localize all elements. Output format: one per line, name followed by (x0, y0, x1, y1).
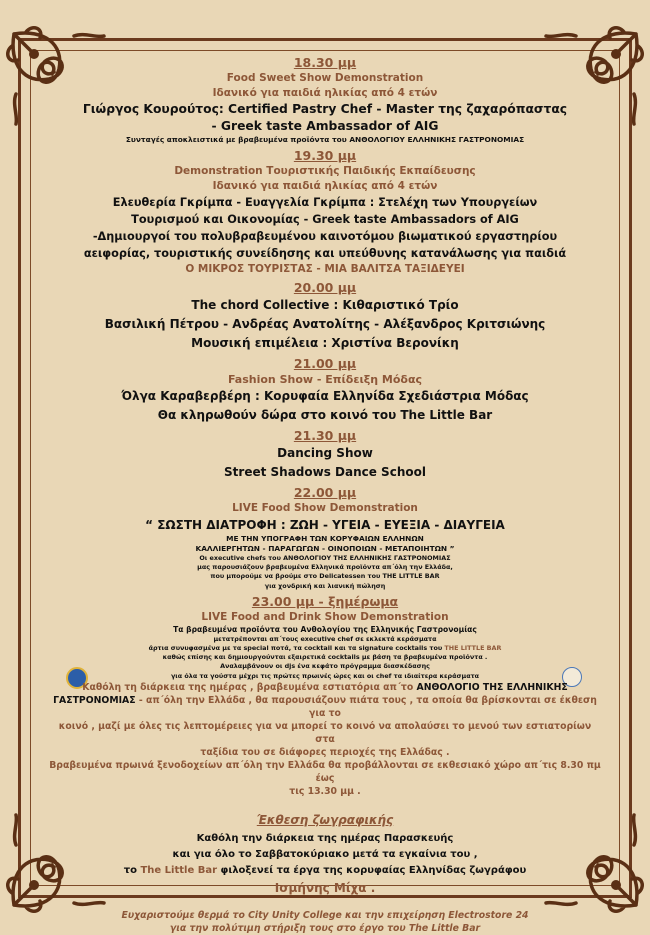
presenter: Γιώργος Κουρούτος: Certified Pastry Chef - Master της ζαχαρόπαστας (82, 102, 568, 116)
thanks-text: για την πολύτιμη στήριξη τους στο έργο του The Little Bar (169, 922, 481, 934)
performer: The chord Collective : Κιθαριστικό Τρίο (191, 298, 459, 312)
event-note: Συνταγές αποκλειστικά με βραβευμένα προϊόντα του ΑΝΘΟΛΟΓΙΟΥ ΕΛΛΗΝΙΚΗΣ ΓΑΣΤΡΟΝΟΜΙΑΣ (125, 135, 525, 144)
text-part: το (123, 864, 141, 876)
event-signature: ΜΕ ΤΗΝ ΥΠΟΓΡΑΦΗ ΤΩΝ ΚΟΡΥΦΑΙΩΝ ΕΛΛΗΝΩΝ (226, 534, 424, 543)
event-headline: “ ΣΩΣΤΗ ΔΙΑΤΡΟΦΗ : ΖΩΗ - ΥΓΕΙΑ - ΕΥΕΞΙΑ - ΔΙΑΥΓΕΙΑ (145, 518, 505, 532)
all-day-text: κοινό , μαζί με όλες τις λεπτομέρειες για να μπορεί το κοινό να απολαύσει το μενού των εστιατορίων στα (58, 720, 592, 745)
designer: Όλγα Καραβερβέρη : Κορυφαία Ελληνίδα Σχεδιάστρια Μόδας (121, 389, 529, 403)
time-2300: 23.00 μμ - ξημέρωμα (251, 593, 399, 609)
event-description: καθώς επίσης και δημιουργούνται εξαιρετικά cocktails με βάση τα βραβευμένα προϊόντα . (162, 653, 488, 662)
anthology-name: ΑΝΘΟΛΟΓΙΟ ΤΗΣ ΕΛΛΗΝΙΚΗΣ (416, 681, 568, 693)
artist-name: Ισμήνης Μίχα . (274, 880, 376, 895)
event-description: που μπορούμε να βρούμε στο Delicatessen του THE LITTLE BAR (210, 572, 440, 581)
bar-name: The Little Bar (140, 864, 218, 876)
event-description: Αναλαμβάνουν οι djs ένα κεφάτο πρόγραμμα διασκέδασης (220, 662, 430, 671)
time-1930: 19.30 μμ (293, 148, 357, 163)
bar-name: THE LITTLE BAR (444, 644, 502, 653)
thanks-text: Ευχαριστούμε θερμά το City Unity College και την επιχείρηση Electrostore 24 (121, 909, 529, 921)
performer-names: Βασιλική Πέτρου - Ανδρέας Ανατολίτης - Αλέξανδρος Κριτσιώνης (104, 317, 546, 331)
event-title: LIVE Food Show Demonstration (232, 502, 418, 514)
presenter-role: Τουρισμού και Οικονομίας - Greek taste Ambassadors of AIG (131, 213, 519, 226)
presenter: Ελευθερία Γκρίμπα - Ευαγγελία Γκρίμπα : Στελέχη των Υπουργείων (112, 196, 538, 209)
presenter-role: - Greek taste Ambassador of AIG (211, 119, 439, 133)
breakfast-text: Βραβευμένα πρωινά ξενοδοχείων απ΄όλη την Ελλάδα θα προβάλλονται σε εκθεσιακό χώρο απ΄τις 8.30 πμ έως (49, 759, 601, 784)
event-title: LIVE Food and Drink Show Demonstration (201, 610, 449, 623)
anthology-name: ΓΑΣΤΡΟΝΟΜΙΑΣ (53, 694, 136, 706)
time-2100: 21.00 μμ (293, 356, 357, 371)
text-part: φιλοξενεί τα έργα της κορυφαίας Ελληνίδας ζωγράφου (217, 864, 527, 876)
time-1830: 18.30 μμ (293, 55, 357, 70)
event-description: μετατρέπονται απ΄τους executive chef σε εκλεκτά κεράσματα (213, 634, 437, 643)
event-description: Τα βραβευμένα προϊόντα του Ανθολογίου της Ελληνικής Γαστρονομίας (173, 624, 477, 634)
event-description (70, 644, 580, 653)
program-content (49, 55, 601, 935)
event-description: για όλα τα γούστα μέχρι τις πρώτες πρωινές ώρες και οι chef τα ιδιαίτερα κεράσματα (170, 671, 480, 680)
art-text: Καθόλη την διάρκεια της ημέρας Παρασκευής (196, 832, 454, 844)
presenter-role: αειφορίας, τουριστικής συνείδησης και υπεύθυνης κατανάλωσης για παιδιά (83, 247, 567, 260)
event-title: Demonstration Τουριστικής Παιδικής Εκπαίδευσης (174, 165, 476, 177)
dance-school: Street Shadows Dance School (224, 465, 426, 479)
art-text (70, 863, 580, 879)
time-2000: 20.00 μμ (293, 280, 357, 295)
event-subtitle: Ο ΜΙΚΡΟΣ ΤΟΥΡΙΣΤΑΣ - ΜΙΑ ΒΑΛΙΤΣΑ ΤΑΞΙΔΕΥΕΙ (185, 263, 465, 275)
event-description: για χονδρική και λιανική πώληση (264, 581, 386, 590)
art-exhibition-title: Έκθεση ζωγραφικής (256, 812, 394, 827)
event-description: μας παρουσιάζουν βραβευμένα Ελληνικά προϊόντα απ΄όλη την Ελλάδα, (197, 563, 453, 572)
gift-note: Θα κληρωθούν δώρα στο κοινό του The Little Bar (157, 408, 493, 422)
art-text: και για όλο το Σαββατοκύριακο μετά τα εγκαίνια του , (172, 848, 478, 860)
description-text: άρτια συνυφασμένα με τα special ποτά, τα cocktail και τα signature cocktails του (148, 644, 445, 653)
text-part: Καθόλη τη διάρκεια της ημέρας , βραβευμένα εστιατόρια απ΄το (82, 681, 417, 693)
event-description: Οι executive chefs του ΑΝΘΟΛΟΓΙΟΥ ΤΗΣ ΕΛΛΗΝΙΚΗΣ ΓΑΣΤΡΟΝΟΜΙΑΣ (199, 554, 451, 562)
all-day-text (48, 694, 602, 720)
all-day-text: ταξίδια του σε διάφορες περιοχές της Ελλάδας . (200, 746, 450, 758)
age-note: Ιδανικό για παιδιά ηλικίας από 4 ετών (212, 87, 438, 99)
breakfast-text: τις 13.30 μμ . (289, 785, 361, 797)
event-title: Fashion Show - Επίδειξη Μόδας (227, 373, 423, 386)
all-day-text (48, 681, 602, 694)
presenter-role: -Δημιουργοί του πολυβραβευμένου καινοτόμου βιωματικού εργαστηρίου (92, 230, 558, 243)
age-note: Ιδανικό για παιδιά ηλικίας από 4 ετών (212, 180, 438, 192)
time-2130: 21.30 μμ (293, 428, 357, 443)
text-part: - απ΄όλη την Ελλάδα , θα παρουσιάζουν πιάτα τους , τα οποία θα βρίσκονται σε έκθεση για το (135, 694, 597, 719)
all-day-section (48, 681, 602, 798)
event-title: Dancing Show (277, 446, 373, 460)
event-title: Food Sweet Show Demonstration (226, 72, 424, 84)
event-signature: ΚΑΛΛΙΕΡΓΗΤΩΝ - ΠΑΡΑΓΩΓΩΝ - ΟΙΝΟΠΟΙΩΝ - ΜΕΤΑΠΟΙΗΤΩΝ ” (195, 544, 455, 553)
music-curator: Μουσική επιμέλεια : Χριστίνα Βερονίκη (191, 336, 459, 350)
time-2200: 22.00 μμ (293, 485, 357, 500)
